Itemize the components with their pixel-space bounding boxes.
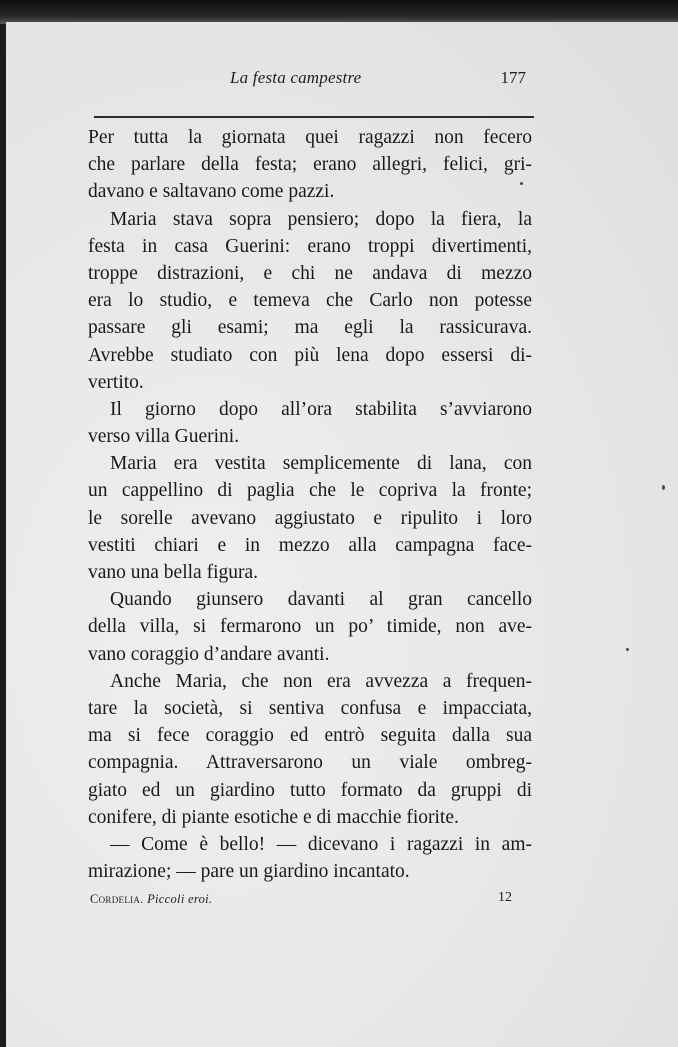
text-line: era lo studio, e temeva che Carlo non potesse <box>88 290 532 312</box>
signature-work: Piccoli eroi. <box>147 892 213 906</box>
text-line: conifere, di piante esotiche e di macchie fiorite. <box>88 806 459 828</box>
text-line: Il giorno dopo all’ora stabilita s’avviarono <box>110 398 532 420</box>
text-line: tare la società, si sentiva confusa e impacciata, <box>88 697 532 719</box>
page-number: 177 <box>500 68 526 87</box>
text-line: davano e saltavano come pazzi. <box>88 181 335 203</box>
paragraph <box>88 396 532 450</box>
paragraph <box>88 206 532 396</box>
paragraph <box>88 668 532 831</box>
text-line: Quando giunsero davanti al gran cancello <box>110 589 532 611</box>
text-line: Avrebbe studiato con più lena dopo essersi di- <box>88 344 532 366</box>
text-line: mirazione; — pare un giardino incantato. <box>88 861 410 883</box>
scan-speck <box>520 182 523 185</box>
running-title: La festa campestre <box>230 68 362 87</box>
scan-speck <box>662 485 665 490</box>
text-line: vertito. <box>88 371 144 393</box>
text-line: ma si fece coraggio ed entrò seguita dalla sua <box>88 725 532 747</box>
text-line: compagnia. Attraversarono un viale ombreg- <box>88 752 532 774</box>
text-line: le sorelle avevano aggiustato e ripulito i loro <box>88 507 532 529</box>
text-line: vestiti chiari e in mezzo alla campagna face- <box>88 534 532 556</box>
body-text <box>88 124 532 885</box>
signature-author: Cordelia. <box>90 892 144 906</box>
text-line: Anche Maria, che non era avvezza a frequen- <box>110 670 532 692</box>
text-line: della villa, si fermarono un po’ timide, non ave- <box>88 616 532 638</box>
printer-signature <box>90 892 212 907</box>
paragraph <box>88 831 532 885</box>
page-header <box>84 66 532 90</box>
text-line: — Come è bello! — dicevano i ragazzi in am- <box>110 833 532 855</box>
text-line: troppe distrazioni, e chi ne andava di mezzo <box>88 262 532 284</box>
text-line: un cappellino di paglia che le copriva la fronte; <box>88 480 532 502</box>
text-line: Maria stava sopra pensiero; dopo la fiera, la <box>110 208 532 230</box>
signature-mark: 12 <box>498 890 512 905</box>
text-line: vano una bella figura. <box>88 562 259 583</box>
text-line: festa in casa Guerini: erano troppi divertimenti, <box>88 235 532 257</box>
scan-top-edge <box>0 0 678 24</box>
text-line: giato ed un giardino tutto formato da gruppi di <box>88 779 532 801</box>
header-rule <box>94 116 534 118</box>
text-line: Maria era vestita semplicemente di lana, con <box>110 453 532 475</box>
text-line: passare gli esami; ma egli la rassicurava. <box>88 317 532 339</box>
paragraph <box>88 124 532 206</box>
paragraph <box>88 450 532 586</box>
paragraph <box>88 586 532 668</box>
text-line: verso villa Guerini. <box>88 426 240 448</box>
text-line: vano coraggio d’andare avanti. <box>88 643 330 665</box>
text-line: Per tutta la giornata quei ragazzi non fecero <box>88 127 532 148</box>
text-line: che parlare della festa; erano allegri, felici, gri- <box>88 154 532 176</box>
scan-speck <box>626 648 629 651</box>
page-footer <box>90 892 512 912</box>
